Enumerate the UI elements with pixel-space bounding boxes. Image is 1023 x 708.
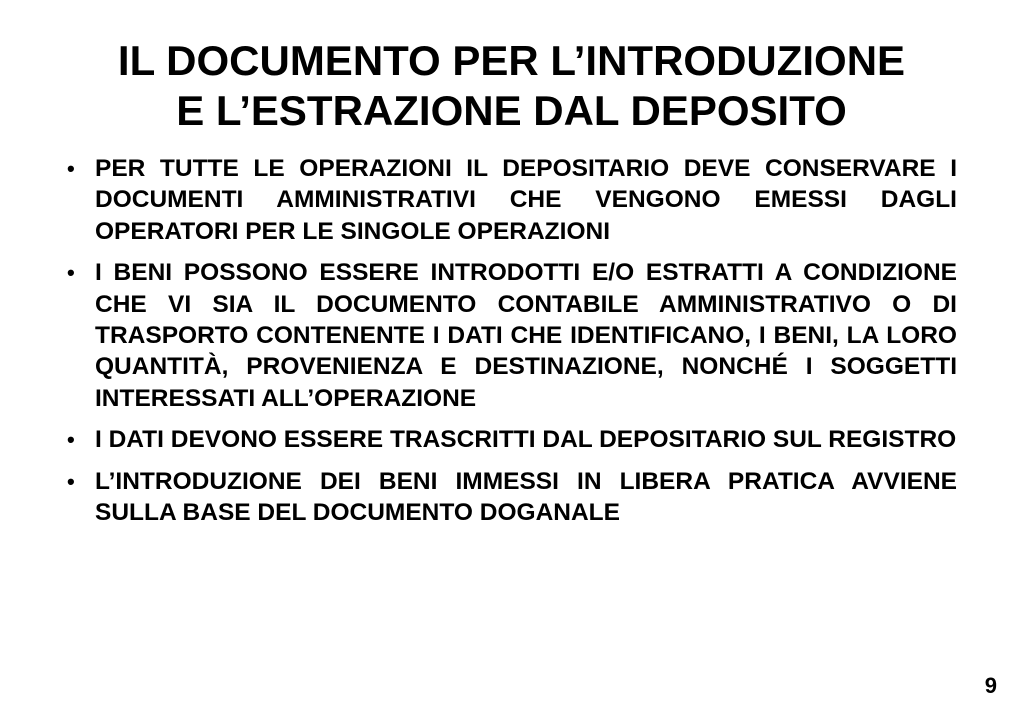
bullet-dot-icon: • [67,260,75,286]
slide-title [40,36,983,136]
bullet-dot-icon: • [67,468,75,494]
page-number: 9 [984,673,997,698]
bullet-list [64,153,957,538]
bullet-text: I BENI POSSONO ESSERE INTRODOTTI E/O ESTRATTI A CONDIZIONE CHE VI SIA IL DOCUMENTO CONTABILE AMMINISTRATIVO O DI TRASPORTO CONTENENTE I DATI CHE IDENTIFICANO, I BENI, LA LORO QUANTITÀ, PROVENIENZA E DESTINAZIONE, NONCHÉ I SOGGETTI INTERESSATI ALL’OPERAZIONE [95,259,957,412]
bullet-item [64,466,957,529]
bullet-text: PER TUTTE LE OPERAZIONI IL DEPOSITARIO DEVE CONSERVARE I DOCUMENTI AMMINISTRATIVI CHE VENGONO EMESSI DAGLI OPERATORI PER LE SINGOLE OPERAZIONI [95,155,957,245]
title-line-2: E L’ESTRAZIONE DAL DEPOSITO [176,87,847,135]
bullet-dot-icon: • [67,427,75,453]
bullet-text: I DATI DEVONO ESSERE TRASCRITTI DAL DEPOSITARIO SUL REGISTRO [95,426,957,454]
title-line-1: IL DOCUMENTO PER L’INTRODUZIONE [117,37,906,85]
bullet-dot-icon: • [67,156,75,181]
bullet-text: L’INTRODUZIONE DEI BENI IMMESSI IN LIBERA PRATICA AVVIENE SULLA BASE DEL DOCUMENTO DOGANALE [95,467,957,527]
bullet-item [64,153,957,247]
bullet-item [64,424,957,455]
bullet-item [64,257,957,414]
